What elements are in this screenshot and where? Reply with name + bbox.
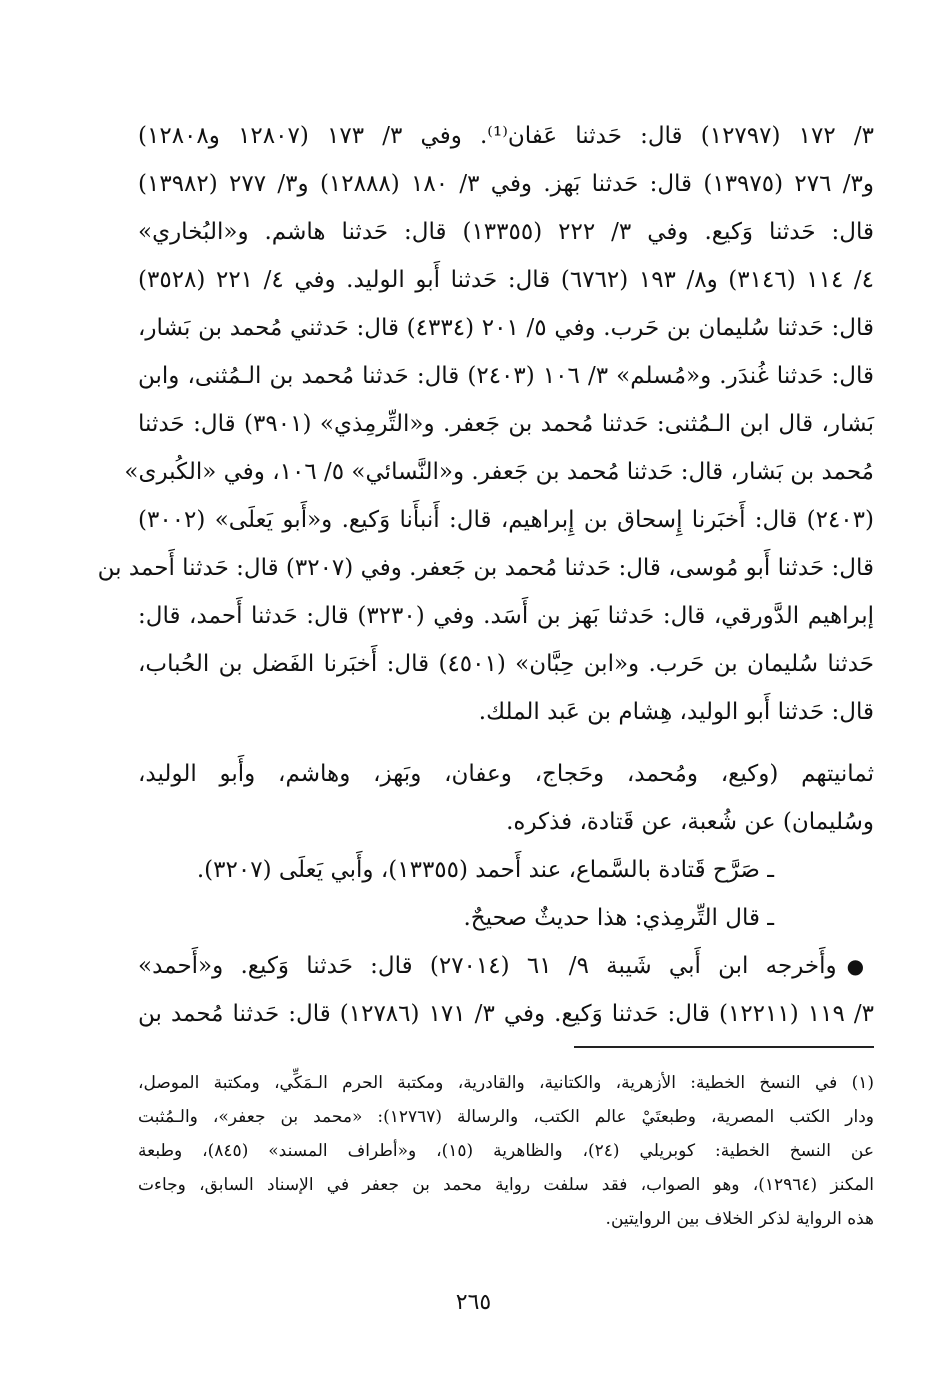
text-line: ٤/ ١١٤ (٣١٤٦) و٨/ ١٩٣ (٦٧٦٢) قال: حَدثنا أَبو الوليد. وفي ٤/ ٢٢١ (٣٥٢٨) [138, 267, 875, 293]
note-line: ـ قال التِّرمِذي: هذا حديثٌ صحيحٌ. [463, 905, 774, 931]
text-line: (٢٤٠٣) قال: أَخبَرنا إِسحاق بن إِبراهيم، قال: أَنبأَنا وَكيع. و«أَبو يَعلَى» (٣٠٠٢) [138, 507, 874, 533]
footnote-line: هذه الرواية لذكر الخلاف بين الروايتين. [605, 1209, 874, 1229]
text-line: ٣/ ١١٩ (١٢٢١١) قال: حَدثنا وَكيع. وفي ٣/ ١٧١ (١٢٧٨٦) قال: حَدثنا مُحمد بن [138, 1001, 875, 1027]
summary-line: ثمانيتهم (وكيع، ومُحمد، وحَجاج، وعفان، وبَهز، وهاشم، وأَبو الوليد، [138, 761, 874, 787]
footnote-line: (١) في النسخ الخطية: الأزهرية، والكتانية، والقادرية، ومكتبة الحرم الـمَكِّي، ومكتبة الموصل، [138, 1073, 874, 1093]
text-line: حَدثنا سُليمان بن حَرب. و«ابن حِبَّان» (٤٥٠١) قال: أَخبَرنا الفَضل بن الحُباب، [138, 651, 875, 677]
page-number: ٢٦٥ [455, 1290, 492, 1315]
main-text [97, 112, 875, 1038]
paragraph-gap [138, 736, 874, 750]
bullet-line [138, 942, 874, 990]
footnotes [138, 1066, 874, 1236]
footnote-divider [574, 1046, 874, 1048]
text-line: بَشار، قال ابن الـمُثنى: حَدثنا مُحمد بن جَعفر. و«التِّرمِذي» (٣٩٠١) قال: حَدثنا [138, 411, 875, 437]
summary-line: وسُليمان) عن شُعبة، عن قَتادة، فذكره. [506, 809, 874, 835]
bullet-icon: ● [846, 954, 874, 978]
text-line: قال: حَدثنا أَبو مُوسى، قال: حَدثنا مُحمد بن جَعفر. وفي (٣٢٠٧) قال: حَدثنا أَحمد بن [97, 555, 874, 581]
footnote-line: عن النسخ الخطية: كوبريلي (٢٤)، والظاهرية (١٥)، و«أطراف المسند» (٨٤٥)، وطبعة [138, 1141, 874, 1161]
text-line: مُحمد بن بَشار، قال: حَدثنا مُحمد بن جَعفر. و«النَّسائي» ٥/ ١٠٦، وفي «الكُبرى» [124, 459, 874, 485]
text-line: قال: حَدثنا أَبو الوليد، هِشام بن عَبد الملك. [478, 699, 874, 725]
text-line: قال: حَدثنا غُندَر. و«مُسلم» ٣/ ١٠٦ (٢٤٠٣) قال: حَدثنا مُحمد بن الـمُثنى، وابن [138, 363, 874, 389]
text-line: ٣/ ١٧٢ (١٢٧٩٧) قال: حَدثنا عَفان⁽¹⁾. وفي ٣/ ١٧٣ (١٢٨٠٧ و١٢٨٠٨) [138, 123, 875, 149]
text-line: قال: حَدثنا وَكيع. وفي ٣/ ٢٢٢ (١٣٣٥٥) قال: حَدثنا هاشم. و«البُخاري» [138, 219, 874, 245]
footnote-line: ودار الكتب المصرية، وطبعتَيْ عالم الكتب، والرسالة (١٢٧٦٧): «محمد بن جعفر»، والـمُثبت [138, 1107, 874, 1127]
text-line: قال: حَدثنا سُليمان بن حَرب. وفي ٥/ ٢٠١ (٤٣٣٤) قال: حَدثني مُحمد بن بَشار، [138, 315, 874, 341]
footnote-line: المكنز (١٢٩٦٤)، وهو الصواب، فقد سلفت رواية محمد بن جعفر في الإسناد السابق، وجاءت [138, 1175, 874, 1195]
text-line: إبراهيم الدَّورقي، قال: حَدثنا بَهز بن أَسَد. وفي (٣٢٣٠) قال: حَدثنا أَحمد، قال: [138, 603, 874, 629]
bullet-line-text: وأَخرجه ابن أَبي شَيبة ٩/ ٦١ (٢٧٠١٤) قال: حَدثنا وَكيع. و«أَحمد» [138, 953, 837, 979]
text-line: و٣/ ٢٧٦ (١٣٩٧٥) قال: حَدثنا بَهز. وفي ٣/ ١٨٠ (١٢٨٨٨) و٣/ ٢٧٧ (١٣٩٨٢) [138, 171, 874, 197]
note-line: ـ صَرَّح قَتادة بالسَّماع، عند أَحمد (١٣٣٥٥)، وأَبي يَعلَى (٣٢٠٧). [196, 857, 774, 883]
